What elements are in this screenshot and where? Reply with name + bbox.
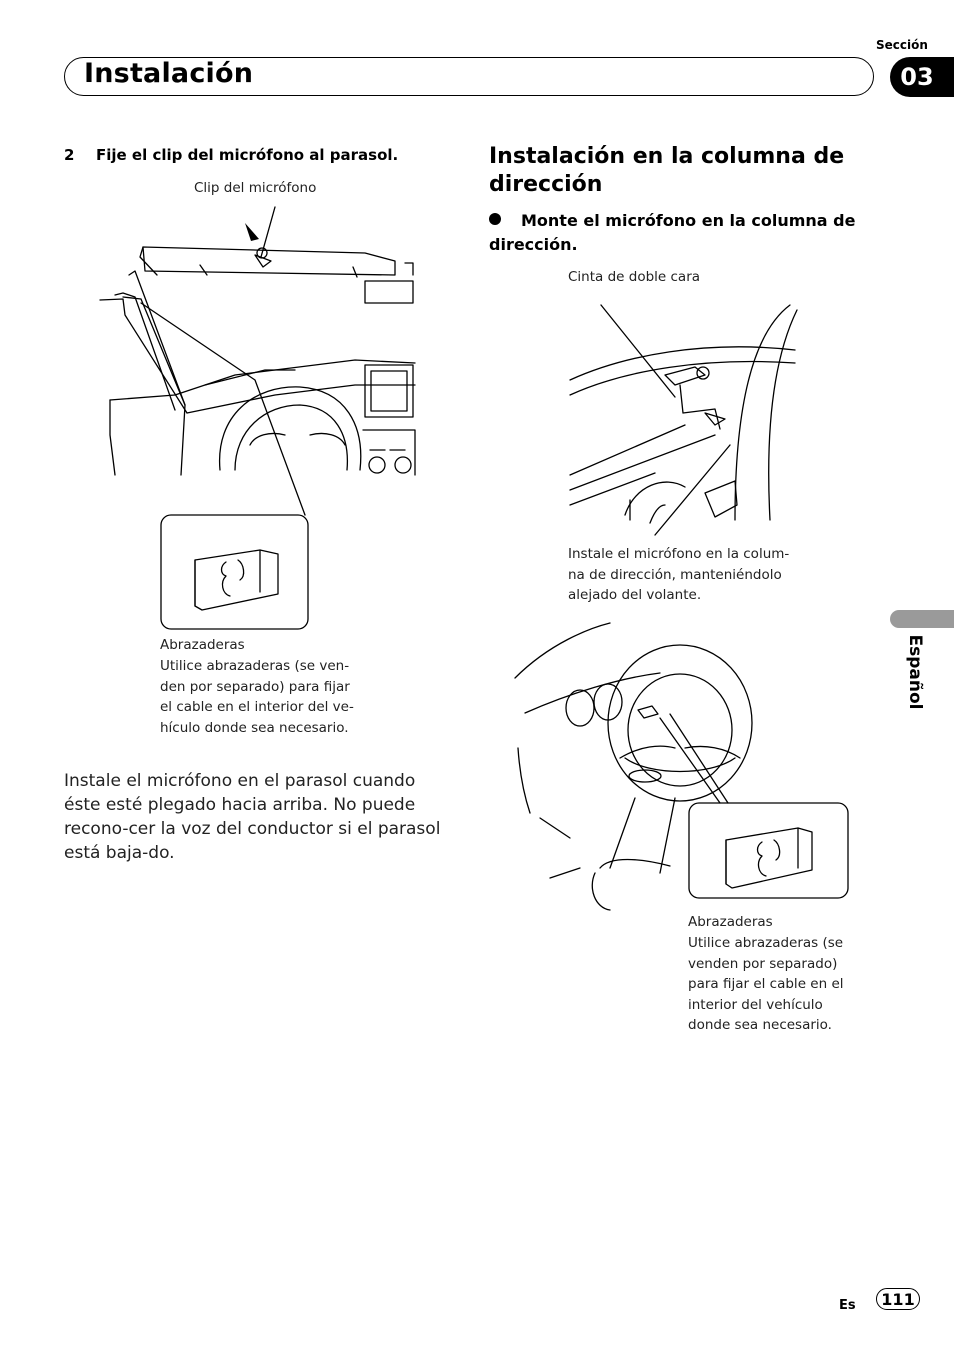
clamp-detail-left: [160, 514, 310, 632]
language-code: Es: [839, 1298, 856, 1313]
language-tab: [890, 610, 954, 628]
language-tab-label: Español: [905, 634, 925, 710]
steering-column-illustration: [565, 295, 805, 540]
section-number-badge: 03: [890, 57, 954, 97]
clamps-right-description: Utilice abrazaderas (se venden por separado) para fijar el cable en el interior del vehículo donde sea necesario.: [688, 935, 844, 1033]
sun-visor-illustration: [95, 195, 415, 480]
microphone-clip-label: Clip del micrófono: [194, 180, 317, 196]
page-title: Instalación: [84, 58, 254, 89]
bullet-instruction: Monte el micrófono en la columna de dirección.: [489, 211, 856, 254]
double-sided-tape-label: Cinta de doble cara: [568, 269, 701, 285]
step-instruction: Fije el clip del micrófono al parasol.: [96, 146, 399, 164]
sun-visor-note: Instale el micrófono en el parasol cuando éste esté plegado hacia arriba. No puede recono-cer la voz del conductor si el parasol está baja-do.: [64, 771, 441, 863]
page-number: 111: [876, 1288, 920, 1310]
section-heading: Instalación en la columna de dirección: [489, 144, 845, 197]
clamps-left-description: Utilice abrazaderas (se ven-den por separado) para fijar el cable en el interior del ve-hículo donde sea necesario.: [160, 658, 354, 736]
clamp-detail-right: [688, 802, 850, 900]
clamps-right-title: Abrazaderas: [688, 914, 773, 930]
step-number: 2: [64, 146, 75, 164]
clamps-left-title: Abrazaderas: [160, 637, 245, 653]
section-label: Sección: [876, 38, 928, 52]
install-distance-note: Instale el micrófono en la colum-na de dirección, manteniéndolo alejado del volante.: [568, 546, 790, 603]
